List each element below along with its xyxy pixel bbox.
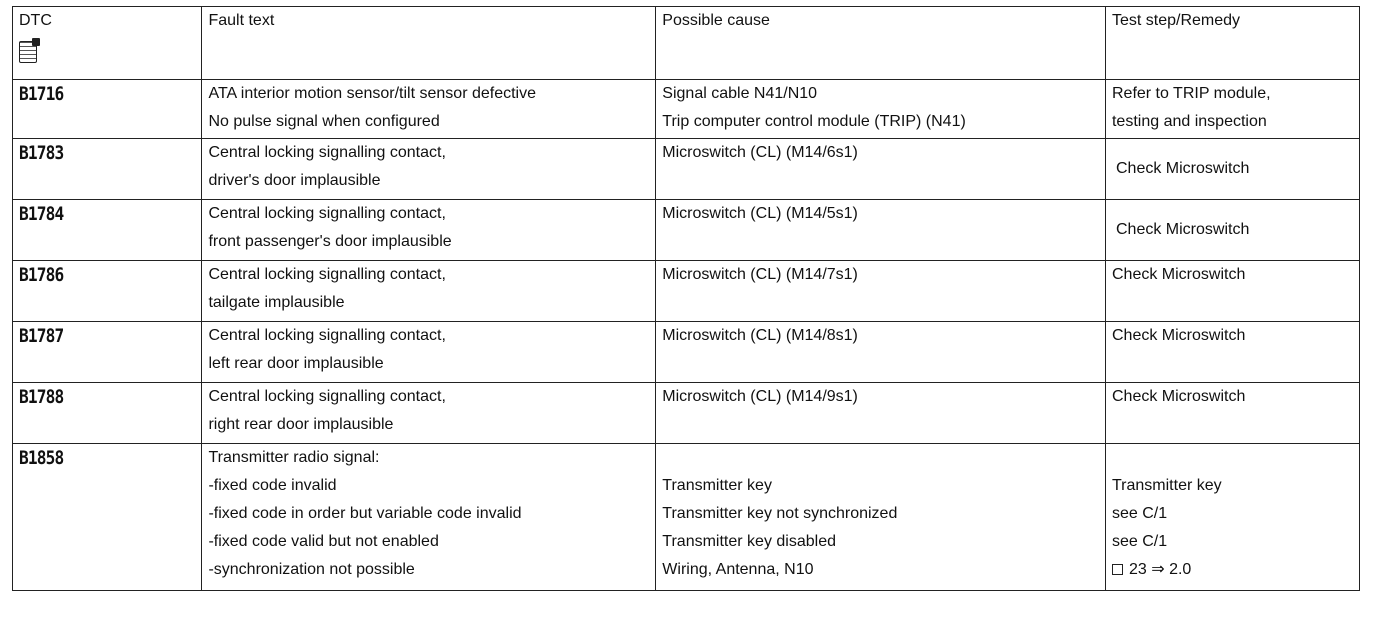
cause-line: Microswitch (CL) (M14/5s1)	[662, 205, 858, 222]
fault-line: front passenger's door implausible	[208, 233, 452, 250]
document-icon	[19, 41, 37, 63]
cause-line: Transmitter key disabled	[662, 533, 836, 550]
fault-line: left rear door implausible	[208, 355, 384, 372]
remedy-line: see C/1	[1111, 533, 1168, 550]
possible-cause-cell	[656, 139, 1106, 200]
dtc-table	[12, 6, 1360, 591]
fault-line: -synchronization not possible	[208, 561, 415, 578]
cause-line: Microswitch (CL) (M14/8s1)	[662, 327, 858, 344]
cause-line: Microswitch (CL) (M14/9s1)	[662, 388, 858, 405]
table-row	[13, 261, 1360, 322]
cause-line: Transmitter key not synchronized	[662, 505, 898, 522]
dtc-code: B1787	[19, 325, 64, 347]
possible-cause-cell	[656, 444, 1106, 591]
fault-text-cell	[202, 261, 656, 322]
fault-line: Central locking signalling contact,	[208, 388, 446, 405]
remedy-line: see C/1	[1111, 505, 1168, 522]
table-row	[13, 80, 1360, 139]
table-row	[13, 383, 1360, 444]
table-row	[13, 322, 1360, 383]
fault-line: -fixed code valid but not enabled	[208, 533, 439, 550]
fault-text-cell	[202, 200, 656, 261]
cause-line: Signal cable N41/N10	[662, 85, 818, 102]
cause-line: Microswitch (CL) (M14/7s1)	[662, 266, 858, 283]
possible-cause-cell	[656, 200, 1106, 261]
dtc-code-cell	[13, 383, 202, 444]
remedy-cell	[1105, 139, 1359, 200]
possible-cause-cell	[656, 383, 1106, 444]
cause-line: Transmitter key	[662, 477, 772, 494]
remedy-line: Transmitter key	[1111, 477, 1222, 494]
fault-line: tailgate implausible	[208, 294, 345, 311]
remedy-line: testing and inspection	[1111, 113, 1267, 130]
remedy-line: Check Microswitch	[1111, 266, 1246, 283]
remedy-cell	[1105, 80, 1359, 139]
table-row	[13, 139, 1360, 200]
dtc-code-cell	[13, 80, 202, 139]
fault-line: ATA interior motion sensor/tilt sensor defective	[208, 85, 536, 102]
fault-text-cell	[202, 383, 656, 444]
remedy-cell	[1105, 200, 1359, 261]
remedy-line: Check Microswitch	[1115, 221, 1250, 238]
remedy-line: Check Microswitch	[1111, 388, 1246, 405]
remedy-cell	[1105, 261, 1359, 322]
cause-line: Trip computer control module (TRIP) (N41)	[662, 113, 966, 130]
cause-line: Microswitch (CL) (M14/6s1)	[662, 144, 858, 161]
possible-cause-cell	[656, 80, 1106, 139]
remedy-cell	[1105, 383, 1359, 444]
fault-line: No pulse signal when configured	[208, 113, 440, 130]
header-dtc-cell	[13, 7, 202, 80]
dtc-code-cell	[13, 444, 202, 591]
fault-line: Central locking signalling contact,	[208, 205, 446, 222]
square-icon	[1112, 564, 1123, 575]
fault-line: Central locking signalling contact,	[208, 266, 446, 283]
remedy-reference: 23 ⇒ 2.0	[1128, 561, 1192, 578]
remedy-line: Check Microswitch	[1115, 160, 1250, 177]
fault-line: driver's door implausible	[208, 172, 381, 189]
dtc-code: B1788	[19, 386, 64, 408]
dtc-code-cell	[13, 139, 202, 200]
remedy-cell	[1105, 322, 1359, 383]
dtc-code-cell	[13, 200, 202, 261]
fault-text-cell	[202, 80, 656, 139]
fault-line: -fixed code invalid	[208, 477, 337, 494]
header-possible-cause: Possible cause	[656, 7, 1106, 80]
header-test-step: Test step/Remedy	[1105, 7, 1359, 80]
table-header-row	[13, 7, 1360, 80]
dtc-code-cell	[13, 322, 202, 383]
dtc-code: B1783	[19, 142, 64, 164]
fault-text-cell	[202, 322, 656, 383]
fault-line: right rear door implausible	[208, 416, 394, 433]
dtc-code: B1784	[19, 203, 64, 225]
remedy-line: Refer to TRIP module,	[1111, 85, 1271, 102]
fault-text-cell	[202, 139, 656, 200]
possible-cause-cell	[656, 261, 1106, 322]
fault-line: -fixed code in order but variable code invalid	[208, 505, 522, 522]
remedy-line-with-square	[1112, 556, 1353, 584]
remedy-line: Check Microswitch	[1111, 327, 1246, 344]
fault-line: Transmitter radio signal:	[208, 449, 380, 466]
table-row	[13, 444, 1360, 591]
fault-line: Central locking signalling contact,	[208, 327, 446, 344]
dtc-document	[12, 6, 1360, 591]
fault-line: Central locking signalling contact,	[208, 144, 446, 161]
remedy-cell	[1105, 444, 1359, 591]
possible-cause-cell	[656, 322, 1106, 383]
dtc-code: B1716	[19, 83, 64, 105]
cause-line: Wiring, Antenna, N10	[662, 561, 814, 578]
header-fault-text: Fault text	[202, 7, 656, 80]
fault-text-cell	[202, 444, 656, 591]
header-dtc: DTC	[19, 12, 52, 29]
dtc-code: B1858	[19, 447, 64, 469]
dtc-code-cell	[13, 261, 202, 322]
table-row	[13, 200, 1360, 261]
dtc-code: B1786	[19, 264, 64, 286]
